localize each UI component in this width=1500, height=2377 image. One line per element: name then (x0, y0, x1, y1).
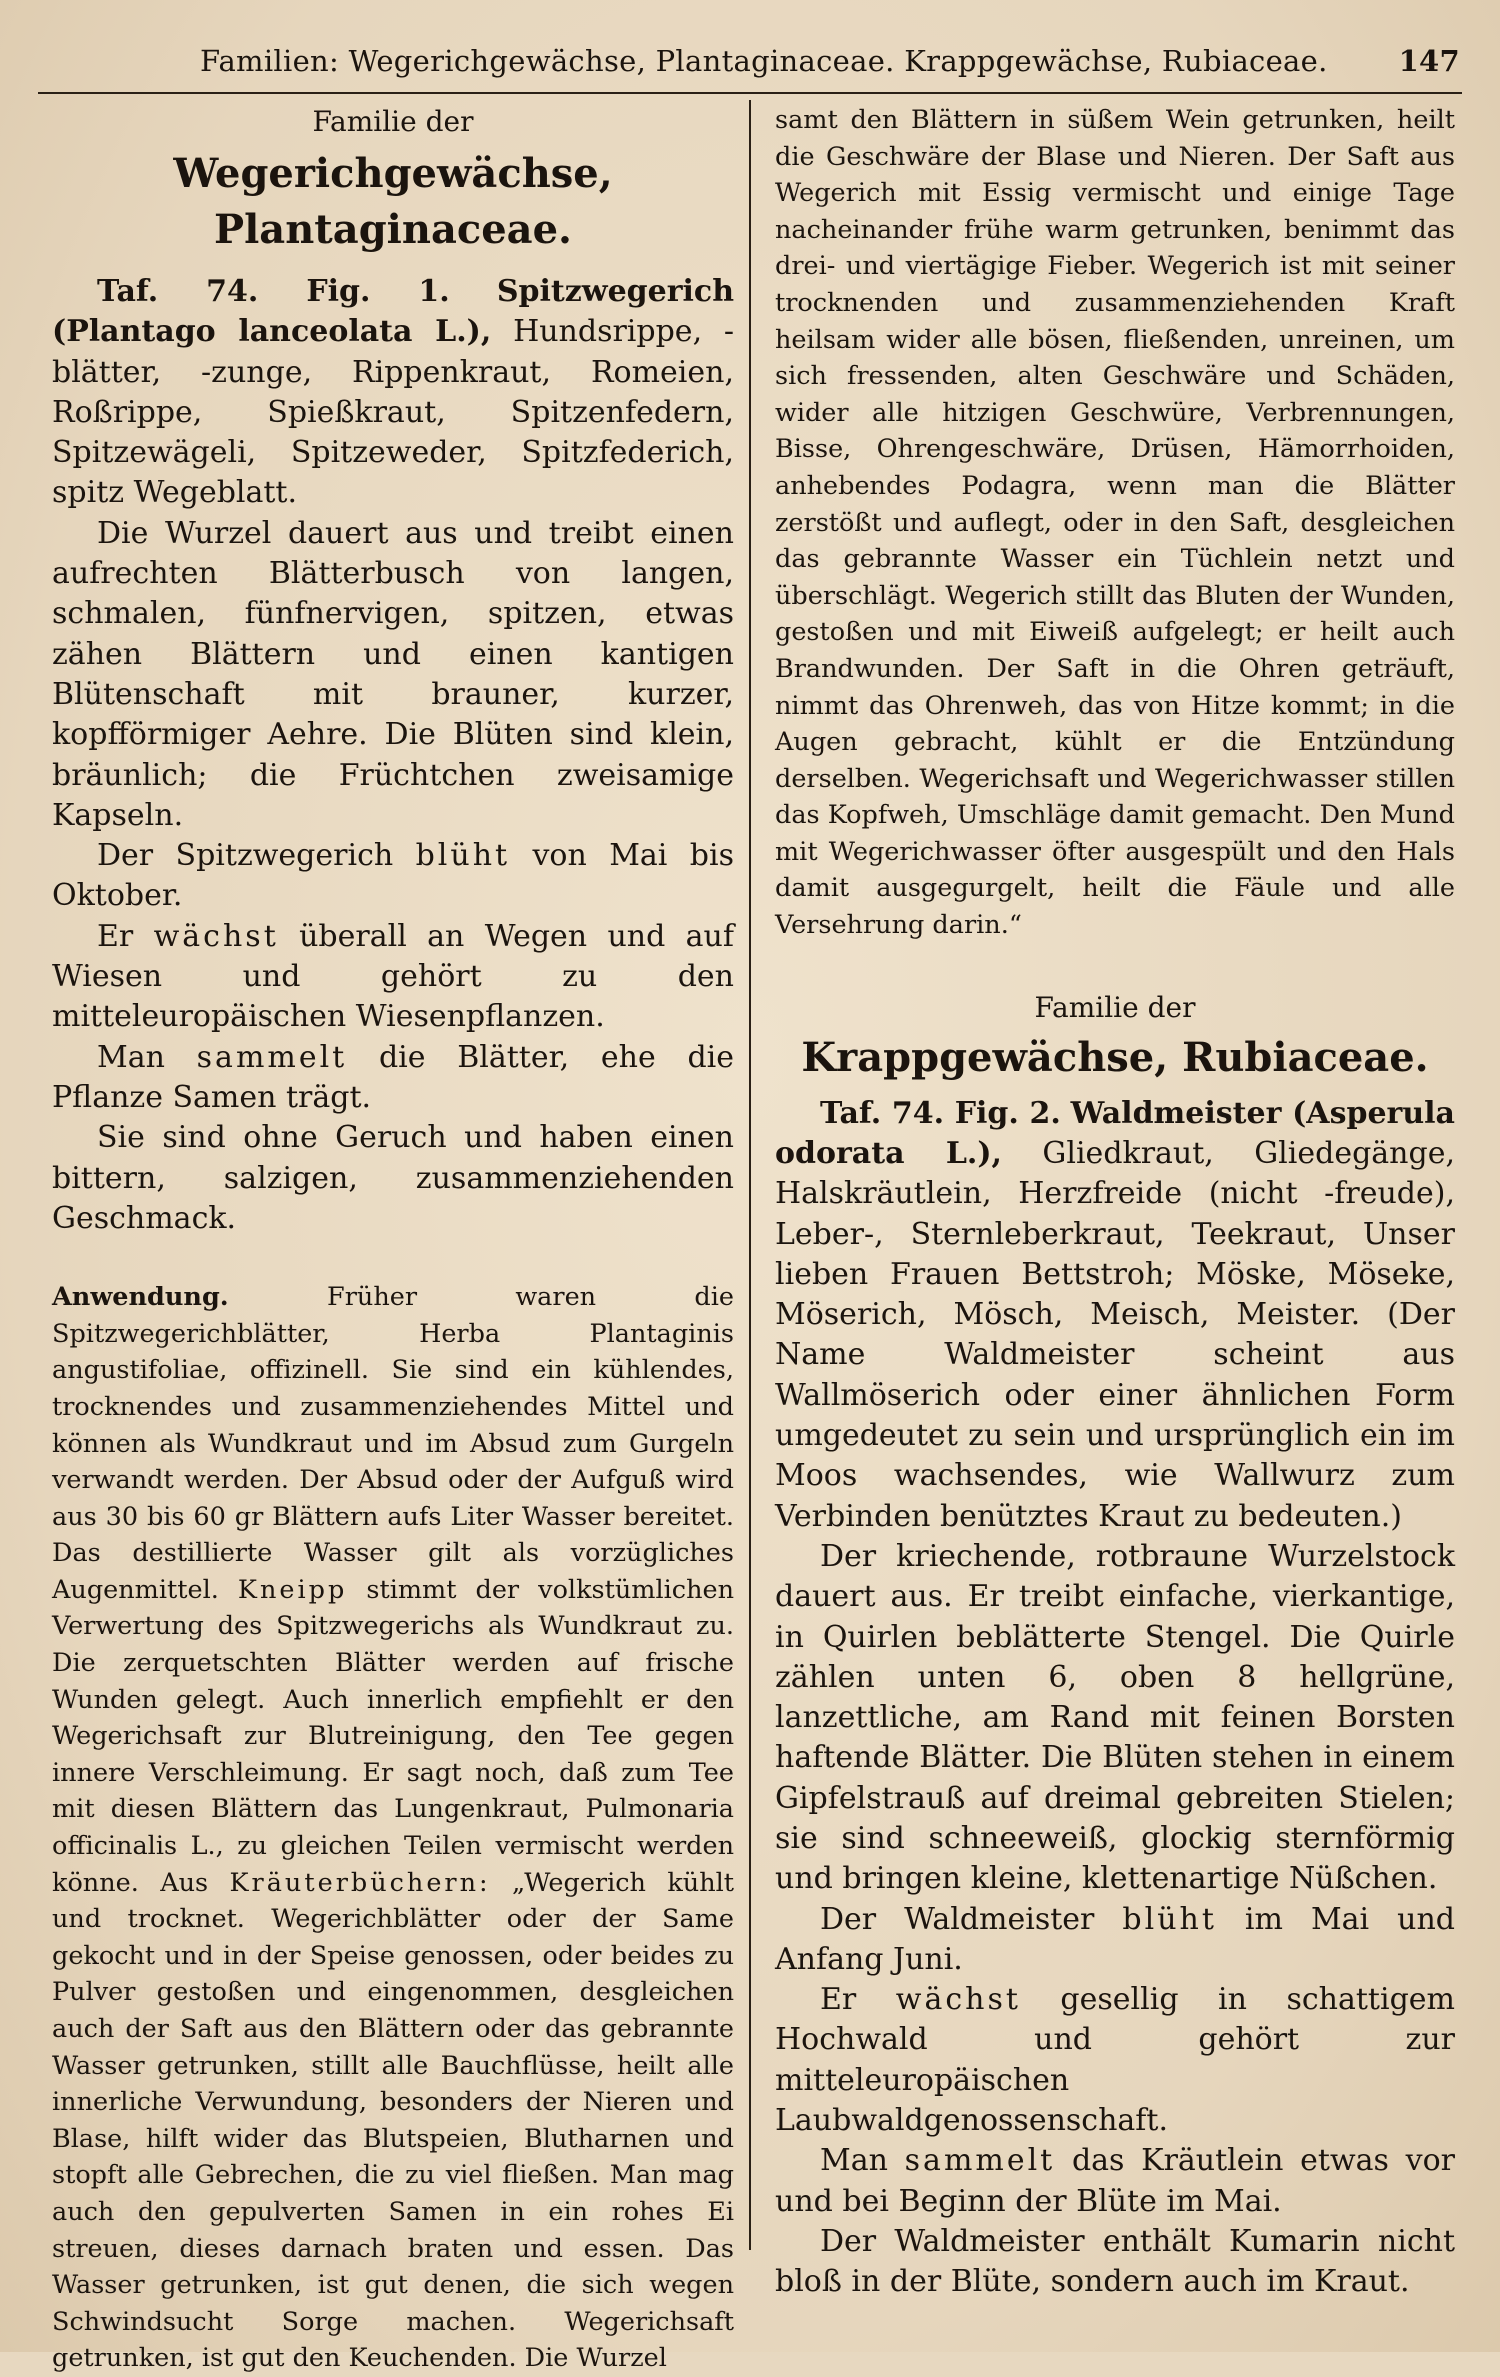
collection-verb-2: sammelt (904, 2143, 1056, 2179)
bloom-verb-2: blüht (1122, 1901, 1217, 1937)
usage-label: Anwendung. (52, 1282, 229, 1313)
page-header (200, 44, 1460, 84)
habitat-subject-2: Er (820, 1982, 857, 2018)
habitat-rest-2: gesellig in schattigem Hochwald und gehört zur mitteleuropäischen Laubwaldgenossenschaft. (775, 1982, 1455, 2139)
plant-name: Spitzwegerich (Plantago lanceolata L.), (52, 274, 734, 350)
family-intro-2: Familie der (1034, 990, 1196, 1024)
running-title: Familien: Wegerichgewächse, Plantaginaceae. Krappgewächse, Rubiaceae. (200, 44, 1328, 78)
habitat-verb: wächst (153, 918, 279, 954)
bloom-subject-2: Der Waldmeister (820, 1901, 1095, 1937)
plate-reference-2: Taf. 74. Fig. 2. (820, 1095, 1061, 1131)
collection-rest-2: das Kräutlein etwas vor und bei Beginn der Blüte im Mai. (775, 2143, 1455, 2219)
plant-description-2: Der kriechende, rotbraune Wurzelstock dauert aus. Er treibt einfache, vierkantige, in Quirlen beblätterte Stengel. Die Quirle zählen unten 6, oben 8 hellgrüne, lanzettliche, am Rand mit feinen Borsten haftende Blätter. Die Blüten stehen in einem Gipfelstrauß auf dreimal gebreiten Stielen; sie sind schneeweiß, glockig sternförmig und bringen kleine, klettenartige Nüßchen. (775, 1538, 1455, 1897)
kneipp-text: stimmt der volkstümlichen Verwertung des Spitzwegerichs als Wundkraut zu. Die zerquetschten Blätter werden auf frische Wunden gelegt. Auch innerlich empfiehlt er den Wegerichsaft zur Blutreinigung, den Tee gegen innere Verschleimung. Er sagt noch, daß zum Tee mit diesen Blättern das Lungenkraut, Pulmonaria officinalis L., zu gleichen Teilen vermischt werden könne. Aus (52, 1574, 735, 1898)
collection-subject-2: Man (820, 2143, 888, 2179)
habitat (52, 917, 734, 1038)
plant-synonyms: Hundsrippe, -blätter, -zunge, Rippenkraut, Romeien, Roßrippe, Spießkraut, Spitzenfedern, Spitzewägeli, Spitzeweder, Spitzfederich, spitz Wegeblatt. (52, 314, 734, 511)
column-divider (749, 100, 751, 2250)
collection-subject: Man (97, 1039, 165, 1075)
collection-rest: die Blätter, ehe die Pflanze Samen trägt. (52, 1039, 734, 1115)
right-column (775, 102, 1455, 2303)
usage-section (52, 1279, 734, 2377)
plate-reference: Taf. 74. Fig. 1. (97, 274, 450, 309)
herbal-quote-continued: samt den Blättern in süßem Wein getrunken, heilt die Geschwäre der Blase und Nieren. Der Saft aus Wegerich mit Essig vermischt und einige Tage nacheinander frühe warm getrunken, benimmt das drei- und viertägige Fieber. Wegerich ist mit seiner trocknenden und zusammenziehenden Kraft heilsam wider alle bösen, fließenden, unreinen, um sich fressenden, alten Geschwäre und Schäden, wider alle hitzigen Geschwüre, Verbrennungen, Bisse, Ohrengeschwäre, Drüsen, Hämorrhoiden, anhebendes Podagra, wenn man die Blätter zerstößt und auflegt, oder in den Saft, desgleichen das gebrannte Wasser ein Tüchlein netzt und überschlägt. Wegerich stillt das Bluten der Wunden, gestoßen und mit Eiweiß aufgelegt; er heilt auch Brandwunden. Der Saft in die Ohren geträuft, nimmt das Ohrenweh, das von Hitze kommt; in die Augen gebracht, kühlt er die Entzündung derselben. Wegerichsaft und Wegerichwasser stillen das Kopfweh, Umschläge damit gemacht. Den Mund mit Wegerichwasser öfter ausgespült und den Hals damit ausgegurgelt, heilt die Fäule und alle Versehrung darin.“ (775, 105, 1455, 941)
family-title-2: Krappgewächse, Rubiaceae. (801, 1033, 1429, 1081)
taste-smell: Sie sind ohne Geruch und haben einen bittern, salzigen, zusammenziehenden Geschmack. (52, 1120, 734, 1236)
habitat-subject: Er (97, 918, 134, 954)
habitat-verb-2: wächst (895, 1982, 1021, 2018)
species-entry-2 (775, 1094, 1455, 1537)
bloom-time-2 (775, 1900, 1455, 1981)
plant-name-2: Waldmeister (Asperula odorata L.), (775, 1095, 1455, 1171)
habitat-2 (775, 1980, 1455, 2141)
kneipp-name: Kneipp (237, 1574, 348, 1605)
bloom-verb: blüht (415, 838, 511, 874)
constituents: Der Waldmeister enthält Kumarin nicht bloß in der Blüte, sondern auch im Kraut. (775, 2223, 1455, 2300)
species-entry (52, 272, 734, 514)
habitat-rest: überall an Wegen und auf Wiesen und gehört zu den mitteleuropäischen Wiesenpflanzen. (52, 918, 734, 1035)
family-intro: Familie der (312, 105, 474, 138)
bloom-time (52, 836, 734, 917)
bloom-rest: von Mai bis Oktober. (52, 838, 734, 914)
herbal-quote: „Wegerich kühlt und trocknet. Wegerichblätter oder der Same gekocht und in der Speise genossen, oder beides zu Pulver gestoßen und eingenommen, desgleichen auch der Saft aus den Blättern oder das gebrannte Wasser getrunken, stillt alle Bauchflüsse, heilt alle innerliche Verwundung, besonders der Nieren und Blase, hilft wider das Blutspeien, Blutharnen und stopft alle Gebrechen, die zu viel fließen. Man mag auch den gepulverten Samen in ein rohes Ei streuen, dieses darnach braten und essen. Das Wasser getrunken, ist gut denen, die sich wegen Schwindsucht Sorge machen. Wegerichsaft getrunken, ist gut den Keuchenden. Die Wurzel (52, 1867, 735, 2374)
collection-2 (775, 2141, 1455, 2222)
collection (52, 1038, 734, 1119)
usage-text: Früher waren die Spitzwegerichblätter, Herba Plantaginis angustifoliae, offizinell. Sie sind ein kühlendes, trocknendes und zusammenziehendes Mittel und können als Wundkraut und im Absud zum Gurgeln verwandt werden. Der Absud oder der Aufguß wird aus 30 bis 60 gr Blättern aufs Liter Wasser bereitet. Das destillierte Wasser gilt als vorzügliches Augenmittel. (52, 1282, 734, 1605)
left-column (52, 102, 734, 2377)
family-title: Wegerichgewächse, Plantaginaceae. (173, 150, 613, 253)
collection-verb: sammelt (196, 1039, 348, 1075)
bloom-subject: Der Spitzwegerich (97, 838, 394, 874)
plant-synonyms-2: Gliedkraut, Gliedegänge, Halskräutlein, Herzfreide (nicht -freude), Leber-, Sternleberkraut, Teekraut, Unser lieben Frauen Bettstroh; Möske, Möseke, Möserich, Mösch, Meisch, Meister. (Der Name Waldmeister scheint aus Wallmöserich oder einer ähnlichen Form umgedeutet zu sein und ursprünglich ein im Moos wachsendes, wie Wallwurz zum Verbinden benütztes Kraut zu bedeuten.) (775, 1135, 1455, 1534)
header-rule (38, 92, 1462, 94)
plant-description: Die Wurzel dauert aus und treibt einen aufrechten Blätterbusch von langen, schmalen, fünfnervigen, spitzen, etwas zähen Blättern und einen kantigen Blütenschaft mit brauner, kurzer, kopfförmiger Aehre. Die Blüten sind klein, bräunlich; die Früchtchen zweisamige Kapseln. (52, 515, 734, 833)
page-number: 147 (1398, 44, 1460, 78)
bloom-rest-2: im Mai und Anfang Juni. (775, 1901, 1455, 1977)
herbal-label: Kräuterbüchern: (229, 1867, 491, 1898)
